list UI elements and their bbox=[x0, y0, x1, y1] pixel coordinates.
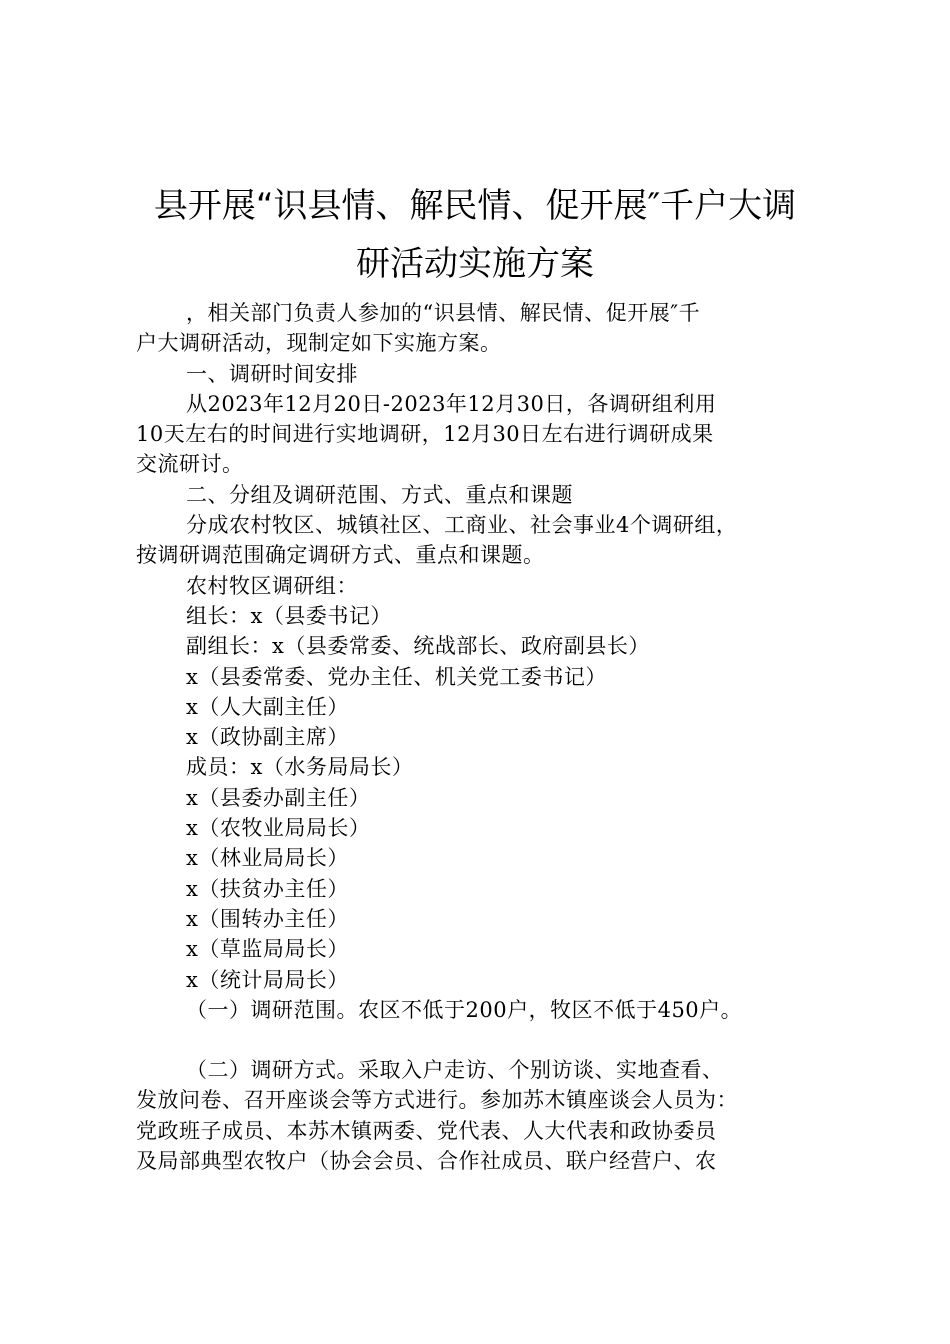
paragraph-line: 及局部典型农牧户（协会会员、合作社成员、联户经营户、农 bbox=[136, 1149, 717, 1174]
document-body bbox=[136, 298, 826, 1176]
paragraph-line: （一）调研范围。农区不低于200户，牧区不低于450户。 bbox=[186, 997, 743, 1022]
member-line: x（统计局局长） bbox=[186, 967, 349, 992]
member-line: x（围转办主任） bbox=[186, 906, 349, 931]
paragraph-line: 按调研调范围确定调研方式、重点和课题。 bbox=[136, 543, 545, 568]
paragraph-line: 交流研讨。 bbox=[136, 452, 244, 477]
paragraph-line: （二）调研方式。采取入户走访、个别访谈、实地查看、 bbox=[186, 1058, 724, 1083]
document-title-line-1: 县开展“识县情、解民情、促开展″千户大调 bbox=[153, 186, 797, 226]
member-line: x（县委常委、党办主任、机关党工委书记） bbox=[186, 664, 607, 689]
section-heading: 一、调研时间安排 bbox=[186, 361, 358, 386]
group-heading: 农村牧区调研组： bbox=[186, 573, 358, 598]
paragraph-line: 分成农村牧区、城镇社区、工商业、社会事业4个调研组， bbox=[186, 513, 738, 538]
paragraph-line: ，相关部门负责人参加的“识县情、解民情、促开展″千 bbox=[186, 301, 701, 325]
member-line: x（草监局局长） bbox=[186, 937, 349, 962]
document-title-line-2: 研活动实施方案 bbox=[356, 244, 594, 284]
paragraph-gap bbox=[136, 1025, 826, 1055]
member-line: x（农牧业局局长） bbox=[186, 816, 371, 841]
paragraph-line: 发放问卷、召开座谈会等方式进行。参加苏木镇座谈会人员为： bbox=[136, 1088, 738, 1113]
member-line: x（政协副主席） bbox=[186, 725, 349, 750]
member-line: x（人大副主任） bbox=[186, 694, 349, 719]
member-line: x（林业局局长） bbox=[186, 846, 349, 871]
member-line: 副组长：x（县委常委、统战部长、政府副县长） bbox=[186, 634, 650, 659]
paragraph-line: 从2023年12月20日-2023年12月30日，各调研组利用 bbox=[186, 391, 717, 416]
paragraph-line: 党政班子成员、本苏木镇两委、党代表、人大代表和政协委员 bbox=[136, 1118, 717, 1143]
section-heading: 二、分组及调研范围、方式、重点和课题 bbox=[186, 482, 573, 507]
member-line: x（县委办副主任） bbox=[186, 785, 371, 810]
member-line: x（扶贫办主任） bbox=[186, 876, 349, 901]
member-line: 成员：x（水务局局长） bbox=[186, 755, 414, 780]
paragraph-line: 10天左右的时间进行实地调研，12月30日左右进行调研成果 bbox=[136, 422, 714, 447]
paragraph-line: 户大调研活动，现制定如下实施方案。 bbox=[136, 331, 502, 356]
member-line: 组长：x（县委书记） bbox=[186, 603, 392, 628]
